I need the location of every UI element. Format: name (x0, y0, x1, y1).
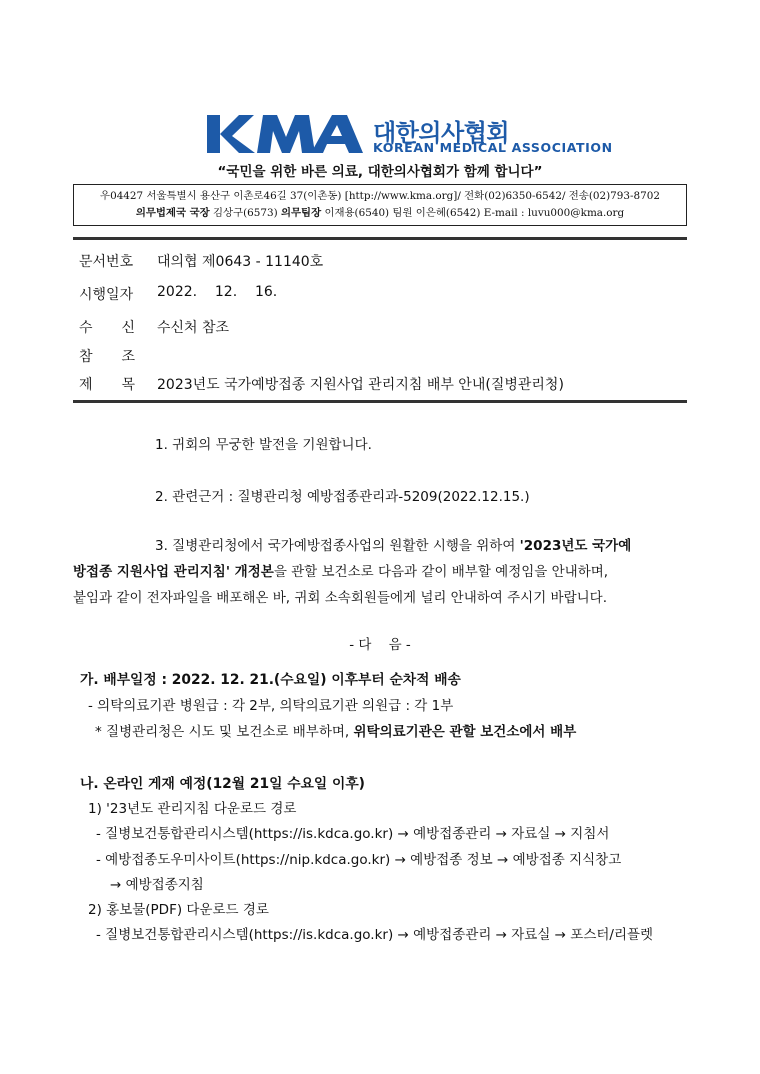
section-ga-heading: 가. 배부일정 : 2022. 12. 21.(수요일) 이후부터 순차적 배송 (80, 672, 461, 688)
to-value: 수신처 참조 (157, 320, 230, 336)
to-label-a: 수 (79, 320, 93, 336)
ref-label (79, 346, 135, 366)
contact-dept-name: 김상구(6573) (209, 207, 281, 219)
to-label (79, 317, 135, 337)
subject-label-b: 목 (121, 377, 135, 393)
paragraph-1: 1. 귀회의 무궁한 발전을 기원합니다. (155, 437, 372, 453)
ga-item2-bold: 위탁의료기관은 관할 보건소에서 배부 (353, 724, 577, 740)
separator-text: - 다 음 - (349, 637, 411, 653)
paragraph-3-line-1 (155, 534, 631, 554)
p3-line1-text: 3. 질병관리청에서 국가예방접종사업의 원활한 시행을 위하여 (155, 538, 520, 554)
doc-no-value: 대의협 제0643 - 11140호 (157, 254, 324, 270)
contact-team-rest: 이재용(6540) 팀원 이은혜(6542) E-mail : luvu000@kma.org (321, 207, 625, 219)
date-label: 시행일자 (79, 287, 134, 303)
p3-line2-bold: 방접종 지원사업 관리지침' 개정본 (73, 564, 274, 580)
subject-label (79, 374, 135, 394)
section-na-sub-2: 2) 홍보물(PDF) 다운로드 경로 (88, 902, 269, 918)
section-na-sub-2-item-1: - 질병보건통합관리시스템(https://is.kdca.go.kr) → 예방접종관리 → 자료실 → 포스터/리플렛 (96, 927, 654, 943)
p3-line1-bold: '2023년도 국가예 (519, 538, 632, 554)
contact-box (73, 184, 687, 226)
meta-subject (79, 374, 564, 394)
meta-ref (79, 346, 157, 366)
date-value: 2022. 12. 16. (157, 284, 278, 300)
to-label-b: 신 (121, 320, 135, 336)
meta-doc-no (79, 251, 323, 271)
paragraph-2: 2. 관련근거 : 질병관리청 예방접종관리과-5209(2022.12.15.) (155, 489, 530, 505)
section-na-sub-1-item-2: - 예방접종도우미사이트(https://nip.kdca.go.kr) → 예방접종 정보 → 예방접종 지식창고 (96, 852, 622, 868)
meta-to (79, 317, 229, 337)
top-rule (73, 237, 687, 240)
kma-logo (207, 113, 613, 157)
org-name-english: KOREAN MEDICAL ASSOCIATION (373, 140, 613, 155)
paragraph-3-line-3: 붙임과 같이 전자파일을 배포해온 바, 귀회 소속회원들에게 널리 안내하여 주시기 바랍니다. (73, 590, 608, 606)
p3-line2-text: 을 관할 보건소로 다음과 같이 배부할 예정임을 안내하며, (273, 564, 609, 580)
section-na-sub-1-item-1: - 질병보건통합관리시스템(https://is.kdca.go.kr) → 예방접종관리 → 자료실 → 지침서 (96, 826, 610, 842)
ref-label-a: 참 (79, 349, 93, 365)
ga-item2-text: * 질병관리청은 시도 및 보건소로 배부하며, (95, 724, 354, 740)
contact-team-label: 의무팀장 (280, 207, 322, 219)
doc-no-label: 문서번호 (79, 254, 134, 270)
section-ga-item-1: - 의탁의료기관 병원급 : 각 2부, 의탁의료기관 의원급 : 각 1부 (88, 698, 454, 714)
meta-date (79, 284, 277, 304)
subject-label-a: 제 (79, 377, 93, 393)
slogan: “국민을 위한 바른 의료, 대한의사협회가 함께 합니다” (217, 164, 543, 180)
contact-address-line: 우04427 서울특별시 용산구 이촌로46길 37(이촌동) [http://www.kma.org]/ 전화(02)6350-6542/ 전송(02)793-8702 (100, 190, 660, 202)
subject-value: 2023년도 국가예방접종 지원사업 관리지침 배부 안내(질병관리청) (157, 377, 564, 393)
contact-staff-line (74, 205, 686, 222)
section-na-heading: 나. 온라인 게재 예정(12월 21일 수요일 이후) (80, 776, 365, 792)
org-name-korean: 대한의사협회 (373, 119, 510, 147)
section-na-sub-1-item-2-cont: → 예방접종지침 (110, 877, 204, 893)
paragraph-3-line-2 (73, 560, 608, 580)
contact-dept-label: 의무법제국 국장 (135, 207, 210, 219)
ref-label-b: 조 (121, 349, 135, 365)
bottom-rule (73, 400, 687, 403)
section-na-sub-1: 1) '23년도 관리지침 다운로드 경로 (88, 801, 297, 817)
kma-logo-mark (207, 113, 363, 155)
section-ga-item-2 (95, 720, 576, 740)
